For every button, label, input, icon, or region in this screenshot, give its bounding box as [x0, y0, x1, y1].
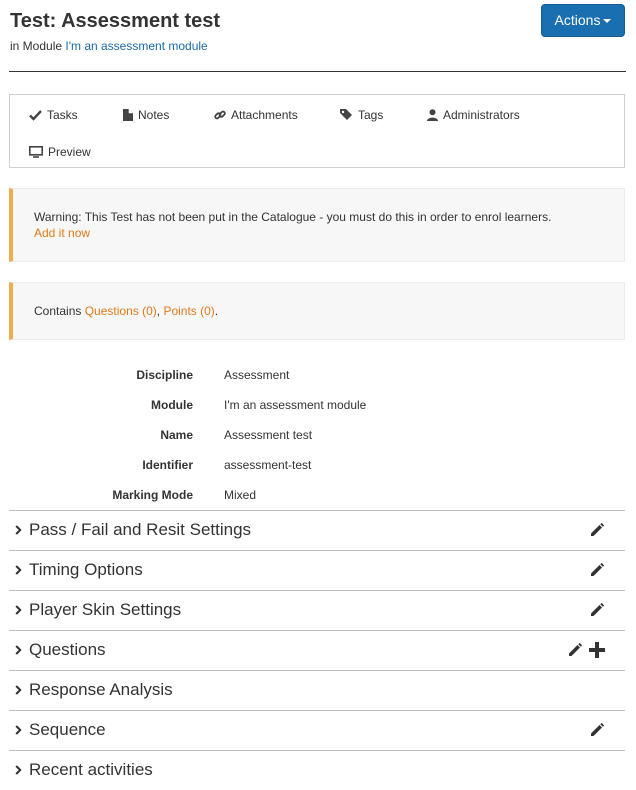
- section-title: Response Analysis: [29, 680, 173, 699]
- tab-attachments[interactable]: [214, 107, 298, 123]
- pencil-edit-icon[interactable]: [589, 522, 605, 538]
- pencil-edit-icon[interactable]: [589, 562, 605, 578]
- section-title: Sequence: [29, 720, 106, 739]
- detail-value-identifier: assessment-test: [224, 458, 312, 472]
- section-title: Timing Options: [29, 560, 143, 579]
- tab-notes[interactable]: [123, 107, 169, 123]
- section-timing-options[interactable]: [9, 550, 625, 590]
- tab-preview[interactable]: [29, 144, 91, 160]
- check-icon: [29, 109, 42, 121]
- detail-value-module-link[interactable]: I'm an assessment module: [224, 398, 367, 412]
- contains-suffix: .: [214, 304, 219, 318]
- pencil-edit-icon[interactable]: [589, 602, 605, 618]
- contains-prefix: Contains: [34, 304, 82, 318]
- section-recent-activities[interactable]: [9, 750, 625, 790]
- section-sequence[interactable]: [9, 710, 625, 750]
- contains-summary: [34, 303, 218, 319]
- tag-icon: [340, 109, 353, 121]
- chevron-right-icon: [15, 725, 22, 735]
- chevron-right-icon: [15, 645, 22, 655]
- contains-separator: ,: [156, 304, 161, 318]
- warning-text: Warning: This Test has not been put in the Catalogue - you must do this in order to enrol learners.: [34, 210, 552, 224]
- tab-label: Notes: [138, 108, 170, 122]
- link-icon: [214, 109, 226, 121]
- contains-summary-alert: [9, 282, 625, 340]
- tab-tasks[interactable]: [29, 107, 78, 123]
- section-response-analysis[interactable]: [9, 670, 625, 710]
- tab-administrators[interactable]: [427, 107, 520, 123]
- add-to-catalogue-link[interactable]: Add it now: [34, 226, 91, 240]
- tab-label: Attachments: [231, 108, 298, 122]
- detail-value-discipline-link[interactable]: Assessment: [224, 368, 290, 382]
- breadcrumb: [10, 38, 208, 54]
- detail-label-discipline: Discipline: [136, 368, 193, 382]
- tab-label: Tasks: [47, 108, 78, 122]
- section-pass-fail-resit[interactable]: [9, 510, 625, 550]
- section-title: Pass / Fail and Resit Settings: [29, 520, 252, 539]
- tab-label: Administrators: [443, 108, 520, 122]
- chevron-right-icon: [15, 525, 22, 535]
- chevron-right-icon: [15, 685, 22, 695]
- tab-tags[interactable]: [340, 107, 383, 123]
- tab-label: Preview: [48, 145, 91, 159]
- detail-value-marking-mode: Mixed: [224, 488, 257, 502]
- actions-button-label: Actions: [554, 12, 601, 28]
- catalogue-warning-alert: [9, 188, 625, 262]
- breadcrumb-prefix: in Module: [10, 39, 63, 53]
- pencil-edit-icon[interactable]: [567, 642, 583, 658]
- monitor-icon: [29, 146, 43, 158]
- actions-button[interactable]: [541, 4, 625, 37]
- plus-add-icon[interactable]: [588, 641, 606, 659]
- section-title: Player Skin Settings: [29, 600, 182, 619]
- detail-label-name: Name: [160, 428, 193, 442]
- section-title: Recent activities: [29, 760, 153, 779]
- points-count-link[interactable]: Points (0): [163, 304, 215, 318]
- header-divider: [9, 71, 626, 72]
- tab-label: Tags: [358, 108, 384, 122]
- questions-count-link[interactable]: Questions (0): [84, 304, 157, 318]
- detail-label-module: Module: [151, 398, 193, 412]
- detail-value-name: Assessment test: [224, 428, 313, 442]
- section-player-skin-settings[interactable]: [9, 590, 625, 630]
- pencil-edit-icon[interactable]: [589, 722, 605, 738]
- page-title: Test: Assessment test: [10, 10, 221, 32]
- chevron-right-icon: [15, 605, 22, 615]
- detail-label-identifier: Identifier: [142, 458, 193, 472]
- detail-label-marking-mode: Marking Mode: [112, 488, 193, 502]
- user-icon: [427, 109, 438, 121]
- chevron-right-icon: [15, 565, 22, 575]
- tabs-panel: [9, 94, 625, 168]
- section-questions[interactable]: [9, 630, 625, 670]
- caret-down-icon: [603, 19, 611, 23]
- breadcrumb-module-link[interactable]: I'm an assessment module: [65, 39, 208, 53]
- section-title: Questions: [29, 640, 106, 659]
- file-icon: [123, 109, 133, 121]
- chevron-right-icon: [15, 765, 22, 775]
